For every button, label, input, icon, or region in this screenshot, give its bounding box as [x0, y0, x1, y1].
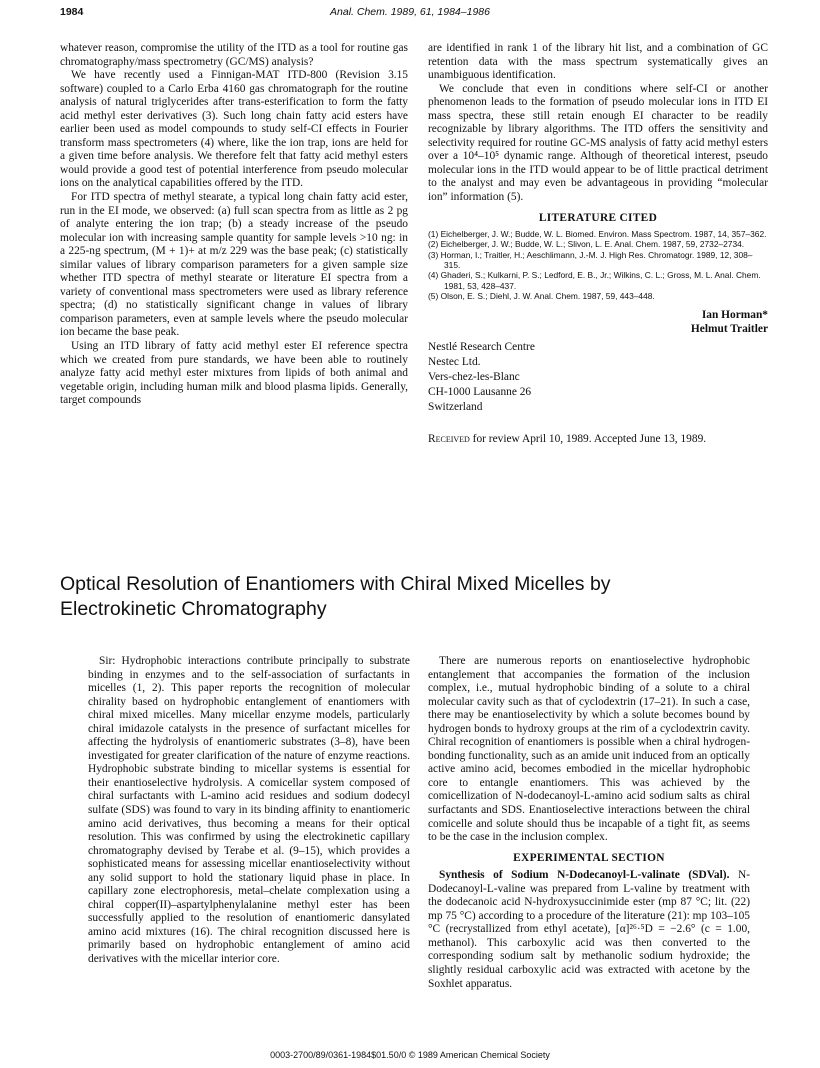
paragraph: For ITD spectra of methyl stearate, a typical long chain fatty acid ester, run in the EI mode, we observed: (a) full scan spectra from as little as 2 pg of analyte entering the ion trap; (b) a steady increase of the pseudo molecular ion with increasing sample quantity for sample levels >10 ng: in a 225-ng spectrum, (M + 1)+ at m/z 229 was the base peak; (c) statistically similar values of library comparison parameters for a given sample size whether ITD spectra of methyl stearate or literature EI spectra from a variety of conventional mass spectrometers were used as library reference spectra; (d) no statistically significant change in values of library comparison parameters, even at sample levels where the pseudo molecular ion became the base peak.	[60, 191, 408, 339]
address-line: Nestlé Research Centre	[428, 341, 535, 354]
affiliation-address	[428, 340, 768, 415]
received-label: Received	[428, 433, 470, 446]
article-column-left	[88, 655, 410, 967]
address-line: Nestec Ltd.	[428, 356, 481, 369]
subsection-text: N-Dodecanoyl-L-valine was prepared from L-valine by treatment with the dodecanoic acid N-hydroxysuccinimide ester (mp 87 °C; lit. (22) mp 75 °C) according to a procedure of the literature (21): mp 103–105 °C (recrystallized from ethyl acetate), [α]²⁶·⁵D = −2.6° (c = 1.00, methanol). This carboxylic acid was then converted to the corresponding sodium salt by methanolic sodium hydroxide; the slightly residual carboxylic acid was extracted with acetone by the Soxhlet apparatus.	[428, 869, 750, 990]
paragraph: Sir: Hydrophobic interactions contribute principally to substrate binding in enzymes and to the self-association of surfactants in micelles (1, 2). This paper reports the recognition of molecular chirality based on hydrophobic entanglement of enantiomers with chiral mixed micelles. Many micellar enzyme models, particularly chiral imidazole catalysts in the presence of surfactant micelles for affecting the hydrolysis of enantiomeric substrates (3–8), have been investigated for greater clarification of the nature of enzyme reactions. Hydrophobic substrate binding to micellar systems is essential for their enantioselective hydrolysis. A comicellar system composed of chiral surfactants with L-amino acid residues and sodium dodecyl sulfate (SDS) was found to vary in its binding affinity to enantiomeric amino acid derivatives, thus becoming a means for their optical resolution. This was confirmed by using the electrokinetic capillary chromatography devised by Terabe et al. (9–15), which provides a sophisticated means for assessing micellar enantioselectivity without any solid support to hold the stationary liquid phase in place. In capillary zone electrophoresis, metal–chelate complexation using a chiral copper(II)–aspartylphenylalanine methyl ester has been successfully applied to the resolution of enantiomeric dansylated amino acid mixtures (16). The chiral recognition discussed here is primarily based on hydrophobic entanglement of amino acid derivatives with the micellar interior core.	[88, 655, 410, 966]
journal-citation: Anal. Chem. 1989, 61, 1984–1986	[330, 6, 490, 18]
letter-column-left	[60, 42, 408, 408]
reference-item: (5) Olson, E. S.; Diehl, J. W. Anal. Chem. 1987, 59, 443–448.	[428, 290, 655, 301]
address-line: Switzerland	[428, 401, 483, 414]
reference-item: (4) Ghaderi, S.; Kulkarni, P. S.; Ledford, E. B., Jr.; Wilkins, C. L.; Gross, M. L. Anal. Chem. 1981, 53, 428–437.	[428, 270, 761, 291]
paragraph: are identified in rank 1 of the library hit list, and a combination of GC retention data with the mass spectrum systematically gives an unambiguous identification.	[428, 42, 768, 82]
reference-item: (3) Horman, I.; Traitler, H.; Aeschlimann, J.-M. J. High Res. Chromatogr. 1989, 12, 308–315.	[428, 249, 753, 270]
reference-item: (2) Eichelberger, J. W.; Budde, W. L.; Slivon, L. E. Anal. Chem. 1987, 59, 2732–2734.	[428, 239, 745, 250]
author-block	[428, 309, 768, 336]
address-line: Vers-chez-les-Blanc	[428, 371, 520, 384]
address-line: CH-1000 Lausanne 26	[428, 386, 532, 399]
page-number: 1984	[60, 6, 84, 18]
paragraph: There are numerous reports on enantioselective hydrophobic entanglement that accompanies the formation of the inclusion complex, i.e., mutual hydrophobic binding of a solute to a chiral molecular cavity such as that of cyclodextrin (17–21). In such a case, there may be enantioselectivity by which a solute becomes bound by hydrogen bonds to hydroxy groups at the rim of a cyclodextrin cavity. Chiral recognition of enantiomers is possible when a chiral hydrogen-bonding functionality, such as an amide unit induced from an optically active amino acid, becomes embodied in the micellar hydrophobic core to entangle enantiomers. This was achieved by the comicellization of N-dodecanoyl-L-amino acid sodium salts as chiral surfactants and SDS. Enantioselective interactions between the chiral comicelle and solute should thus be incapable of a tight fit, as seems to be the case in the inclusion complex.	[428, 655, 750, 844]
paragraph: We conclude that even in conditions where self-CI or another phenomenon leads to the formation of pseudo molecular ions in ITD EI mass spectra, these still retain enough EI character to be readily recognizable by library algorithms. The ITD offers the sensitivity and selectivity required for routine GC-MS analysis of fatty acid methyl esters over a 10⁴–10⁵ dynamic range. Although of theoretical interest, pseudo molecular ions in the ITD would appear to be of little practical detriment to the analyst and may even be advantageous in providing “molecular ion” information (5).	[428, 82, 768, 204]
author-name: Ian Horman*	[701, 309, 768, 322]
title-line: Electrokinetic Chromatography	[60, 598, 327, 620]
literature-cited-heading: LITERATURE CITED	[538, 211, 658, 224]
subsection-heading: Synthesis of Sodium N-Dodecanoyl-L-valinate (SDVal).	[439, 869, 730, 882]
reference-list	[428, 229, 768, 301]
title-line: Optical Resolution of Enantiomers with Chiral Mixed Micelles by	[60, 573, 611, 595]
page-header	[60, 6, 760, 24]
copyright-footer: 0003-2700/89/0361-1984$01.50/0 © 1989 American Chemical Society	[270, 1050, 550, 1060]
author-name: Helmut Traitler	[690, 322, 768, 335]
paragraph: Using an ITD library of fatty acid methyl ester EI reference spectra which we created from pure standards, we have been able to routinely analyze fatty acid methyl ester mixtures from lipids of both animal and vegetable origin, including human milk and blood plasma lipids. Generally, target compounds	[60, 340, 408, 407]
reference-item: (1) Eichelberger, J. W.; Budde, W. L. Biomed. Environ. Mass Spectrom. 1987, 14, 357–362.	[428, 229, 767, 240]
received-note	[428, 433, 768, 447]
received-dates: for review April 10, 1989. Accepted June 13, 1989.	[469, 433, 707, 446]
article-title	[60, 572, 760, 622]
paragraph: whatever reason, compromise the utility of the ITD as a tool for routine gas chromatography/mass spectrometry (GC/MS) analysis?	[60, 42, 408, 68]
paragraph	[428, 869, 750, 991]
paragraph: We have recently used a Finnigan-MAT ITD-800 (Revision 3.15 software) coupled to a Carlo Erba 4160 gas chromatograph for the routine analysis of natural triglycerides after trans-esterification to form the fatty acid methyl ester derivatives (3). Such long chain fatty acid esters have earlier been used as model compounds to study self-CI effects in Fourier transform mass spectrometers (4) where, like the ion trap, ions are held for a given time before analysis. We therefore felt that fatty acid methyl esters would provide a good test of potential interference from pseudo molecular ions on the analytical capabilities offered by the ITD.	[60, 69, 408, 190]
experimental-heading: EXPERIMENTAL SECTION	[513, 851, 665, 864]
article-column-right	[428, 655, 750, 991]
letter-column-right	[428, 42, 768, 447]
